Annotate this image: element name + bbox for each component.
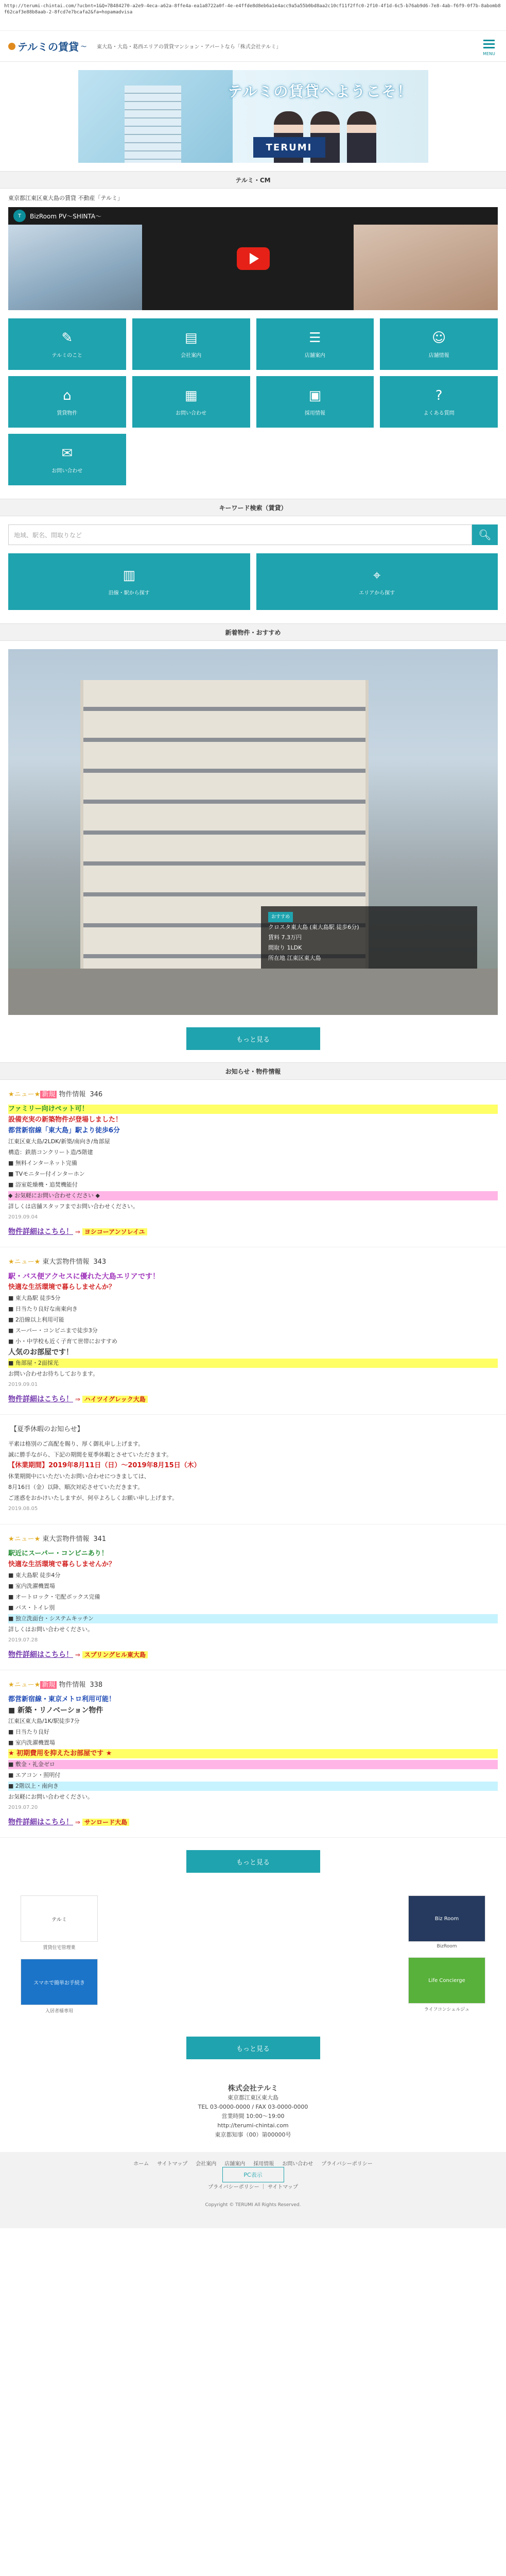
browser-url-bar[interactable]: http://terumi-chintai.com/?ucbnt=1&Q=7B484270-a2e9-4eca-a62a-8ffe4a-ea1a8722a0f-4e-e4ffde8d8eb6a1e4acc9a5a55b0bd8aa2c10cf11f2ffc0-2f10-4f1d-6c5-b76ab9d6-7e8-4ab-f6f9-0f7b-8abomb8f62caf3e88b8aab-2-8fcd7e7bcafa2&fa=hopamadvisa: [0, 0, 506, 31]
menu-tile[interactable]: [8, 434, 126, 485]
post-line: 都営新宿線・東京メトロ利用可能！: [8, 1696, 116, 1703]
post-line: ■ 室内洗濯機置場: [8, 1583, 55, 1589]
post-line: 江東区東大島/2LDK/新築/南向き/角部屋: [8, 1138, 110, 1145]
menu-tile-label: よくある質問: [423, 410, 455, 416]
featured-more-button[interactable]: もっと見る: [186, 1027, 320, 1050]
post-item: [0, 1670, 506, 1838]
banner-image[interactable]: スマホで簡単お手続き: [21, 1959, 98, 2005]
footer-link[interactable]: 店舗案内: [224, 2161, 246, 2167]
banner-image[interactable]: Biz Room: [408, 1895, 485, 1942]
post-detail-link-label[interactable]: 物件詳細はこちら！: [8, 1818, 73, 1826]
company-hours: 営業時間 10:00〜19:00: [221, 2113, 285, 2120]
post-line: ■ TVモニター付インターホン: [8, 1171, 85, 1177]
pencil-icon: ✎: [61, 330, 73, 346]
banners-more-button[interactable]: もっと見る: [186, 2037, 320, 2059]
post-detail-link-label[interactable]: 物件詳細はこちら！: [8, 1395, 73, 1403]
logo-sub: 〜: [81, 43, 86, 50]
post-line: ■ 東大島駅 徒歩4分: [8, 1572, 61, 1579]
post-date: 2019.07.28: [8, 1637, 38, 1643]
featured-ground: [8, 969, 498, 1015]
post-heading: [8, 1535, 498, 1544]
menu-tile-label: 会社案内: [181, 352, 202, 359]
search-bar: [0, 516, 506, 553]
menu-tile[interactable]: [8, 376, 126, 428]
featured-badge: おすすめ: [268, 912, 293, 922]
post-line: ■ 日当たり良好な南東向き: [8, 1306, 78, 1312]
search-icon: 🔍︎: [478, 529, 492, 541]
play-icon[interactable]: [237, 247, 270, 270]
briefcase-icon: ▣: [308, 387, 322, 403]
post-heading-number: 341: [93, 1535, 107, 1543]
menu-tile[interactable]: [256, 318, 374, 370]
menu-tile[interactable]: [132, 318, 250, 370]
post-item: [0, 1247, 506, 1415]
banner-item[interactable]: [408, 1895, 485, 1949]
company-info: [0, 2072, 506, 2152]
map-pin-icon: ⌖: [373, 567, 381, 583]
copyright: Copyright © TERUMI All Rights Reserved.: [0, 2197, 506, 2228]
video-thumbnail-left: [8, 225, 142, 310]
post-line: ファミリー向けペット可！: [8, 1105, 498, 1114]
company-tel: TEL 03-0000-0000 / FAX 03-0000-0000: [198, 2104, 308, 2110]
post-line: 江東区東大島/1K/駅徒歩7分: [8, 1718, 80, 1724]
search-category-button[interactable]: [8, 553, 250, 610]
menu-button[interactable]: [480, 36, 498, 56]
footer-link[interactable]: 会社案内: [196, 2161, 217, 2167]
banner-column-right: [408, 1895, 485, 2014]
post-line: 構造：鉄筋コンクリート造/5階建: [8, 1149, 93, 1156]
post-line: 休業期間中にいただいたお問い合わせにつきましては、: [8, 1473, 150, 1480]
company-license: 東京都知事（00）第00000号: [215, 2131, 291, 2138]
banner-item[interactable]: [21, 1895, 98, 1951]
post-property-name[interactable]: ハイツイグレック大島: [82, 1396, 148, 1403]
footer-link[interactable]: 採用情報: [253, 2161, 274, 2167]
featured-section-heading: 新着物件・おすすめ: [0, 623, 506, 641]
footer-link[interactable]: ホーム: [133, 2161, 149, 2167]
posts-list: [0, 1080, 506, 1838]
company-name: 株式会社テルミ: [228, 2084, 278, 2093]
banner-image[interactable]: テルミ: [21, 1895, 98, 1942]
post-item: [0, 1080, 506, 1247]
post-heading-text: 東大雲物件情報: [42, 1535, 90, 1543]
hero-banner: [78, 70, 428, 163]
post-heading-text: 東大雲物件情報: [42, 1258, 90, 1266]
menu-tile-label: 賃貸物件: [57, 410, 78, 416]
menu-label: MENU: [483, 52, 495, 56]
post-line: ■ スーパー・コンビニまで徒歩3分: [8, 1327, 98, 1334]
company-url[interactable]: http://terumi-chintai.com: [217, 2122, 289, 2129]
post-heading: [8, 1090, 498, 1099]
header-description: 東大島・大島・葛西エリアの賃貸マンション・アパートなら「株式会社テルミ」: [97, 44, 282, 50]
channel-avatar: T: [13, 210, 26, 222]
post-heading-text: 物件情報: [59, 1681, 86, 1689]
train-icon: ▥: [123, 567, 136, 583]
arrow-right-icon: ⇒: [73, 1819, 82, 1826]
featured-info-line: 間取り 1LDK: [268, 944, 302, 951]
company-address: 東京都江東区東大島: [228, 2094, 278, 2101]
arrow-right-icon: ⇒: [73, 1228, 82, 1235]
post-heading: [8, 1258, 498, 1267]
post-line: 詳しくはお問い合わせください。: [8, 1626, 93, 1633]
cm-caption: 東京都江東区東大島の賃貸 不動産「テルミ」: [8, 195, 123, 201]
banner-column-left: [21, 1895, 98, 2014]
post-line: 都営新宿線「東大島」駅より徒歩6分: [8, 1127, 120, 1134]
post-line: ★ 初期費用を抑えたお部屋です ★: [8, 1749, 498, 1758]
person-icon: ☺: [432, 330, 446, 346]
cm-section-heading: テルミ・CM: [0, 171, 506, 189]
post-heading-number: 346: [90, 1091, 103, 1098]
post-line: お問い合わせお待ちしております。: [8, 1370, 99, 1377]
hero-brand-logo: TERUMI: [253, 137, 325, 158]
menu-tile-label: お問い合わせ: [51, 468, 83, 474]
post-property-name[interactable]: スプリングヒル東大島: [82, 1651, 148, 1658]
banner-item[interactable]: [21, 1959, 98, 2014]
cm-video-player[interactable]: [8, 207, 498, 310]
menu-tile[interactable]: [132, 376, 250, 428]
featured-info-line: 賃料 7.3万円: [268, 934, 302, 941]
search-category-label: 沿線・駅から探す: [108, 590, 150, 596]
post-line: ■ 敷金・礼金ゼロ: [8, 1760, 498, 1769]
hero-title: テルミの賃貸へようこそ！: [228, 83, 413, 100]
post-date: 2019.09.01: [8, 1382, 38, 1387]
banner-item[interactable]: [408, 1957, 485, 2012]
post-detail-link-label[interactable]: 物件詳細はこちら！: [8, 1228, 73, 1236]
post-line: ■ 小・中学校も近く子育て世帯におすすめ: [8, 1338, 117, 1345]
menu-tile[interactable]: [8, 318, 126, 370]
post-line: ■ エアコン・照明付: [8, 1772, 61, 1778]
document-icon: ☰: [309, 330, 321, 346]
post-date: 2019.08.05: [8, 1506, 38, 1512]
post-line: ■ 浴室乾燥機・追焚機能付: [8, 1181, 78, 1188]
post-line: 駅近にスーパー・コンビニあり！: [8, 1550, 108, 1557]
search-categories: [0, 553, 506, 618]
post-heading-prefix: ★ニュー★: [8, 1258, 41, 1266]
post-line: 誠に勝手ながら、下記の期間を夏季休暇とさせていただきます。: [8, 1451, 172, 1458]
post-item: [0, 1415, 506, 1524]
mail-icon: ✉: [61, 445, 73, 461]
footer-sub-links[interactable]: プライバシーポリシー ｜ サイトマップ: [208, 2184, 298, 2190]
banner-label: 賃貸住宅管理業: [43, 1945, 76, 1951]
menu-tile-label: お問い合わせ: [176, 410, 207, 416]
footer-link[interactable]: サイトマップ: [157, 2161, 188, 2167]
post-line: 平素は格別のご高配を賜り、厚く御礼申し上げます。: [8, 1440, 144, 1447]
post-detail-link[interactable]: [8, 1227, 498, 1236]
video-title-bar: [8, 207, 498, 225]
banner-label: BizRoom: [437, 1944, 457, 1949]
post-heading: [8, 1681, 498, 1690]
post-heading-prefix: ★ニュー★: [8, 1091, 41, 1098]
post-date: 2019.07.20: [8, 1805, 38, 1810]
menu-tile[interactable]: [256, 376, 374, 428]
post-line: ■ 角部屋・2面採光: [8, 1359, 498, 1368]
post-date: 2019.09.04: [8, 1214, 38, 1220]
search-button[interactable]: [472, 524, 498, 545]
post-detail-link[interactable]: [8, 1395, 498, 1404]
posts-section-heading: お知らせ・物件情報: [0, 1062, 506, 1080]
featured-info-line: クロスタ東大島 (東大島駅 徒歩6分): [268, 924, 359, 930]
menu-tile[interactable]: [380, 318, 498, 370]
post-line: ■ 東大島駅 徒歩5分: [8, 1295, 61, 1301]
video-thumbnail-right: [354, 225, 498, 310]
posts-more-button[interactable]: もっと見る: [186, 1850, 320, 1873]
building-icon: ▤: [184, 330, 198, 346]
hero-building-image: [78, 70, 233, 163]
menu-tile-label: 店舗情報: [428, 352, 449, 359]
post-line: ■ 無料インターネット完備: [8, 1160, 77, 1166]
video-title: BizRoom PV〜SHINTA〜: [30, 212, 102, 220]
banner-image[interactable]: Life Concierge: [408, 1957, 485, 2004]
post-line: 詳しくは店舗スタッフまでお問い合わせください。: [8, 1203, 138, 1210]
footer-nav: [0, 2152, 506, 2197]
post-heading-tag: 新規: [40, 1091, 57, 1098]
featured-info-line: 所在地 江東区東大島: [268, 955, 321, 961]
post-line: 快適な生活環境で暮らしませんか？: [8, 1561, 116, 1568]
featured-property-image[interactable]: [8, 649, 498, 1015]
post-line: ■ 日当たり良好: [8, 1728, 49, 1735]
post-heading: [8, 1425, 498, 1434]
pc-view-button[interactable]: PC表示: [222, 2167, 284, 2182]
banner-label: 入居者様専用: [45, 2009, 73, 2014]
featured-property-info: [261, 906, 477, 969]
search-input[interactable]: 地域、駅名、間取りなど: [8, 524, 472, 545]
post-heading-prefix: ★ニュー★: [8, 1681, 41, 1689]
post-line: ■ 室内洗濯機置場: [8, 1739, 55, 1746]
menu-tile-label: 採用情報: [304, 410, 325, 416]
footer-links: [0, 2159, 506, 2167]
post-line: ■ 2沿線以上利用可能: [8, 1316, 64, 1323]
post-line: ご迷惑をおかけいたしますが、何卒よろしくお願い申し上げます。: [8, 1495, 178, 1501]
menu-tile-grid: [0, 310, 506, 494]
post-line: 設備充実の新築物件が登場しました！: [8, 1116, 123, 1124]
menu-tile-label: 店舗案内: [304, 352, 325, 359]
post-heading-number: 343: [93, 1258, 107, 1266]
post-property-name[interactable]: サンロード大島: [82, 1819, 129, 1826]
post-line: ◆ お気軽にお問い合わせください ◆: [8, 1191, 498, 1200]
logo-mark-icon: [8, 43, 15, 50]
menu-tile-label: テルミのこと: [51, 352, 83, 359]
post-line: 駅・バス便アクセスに優れた大島エリアです！: [8, 1273, 160, 1281]
menu-tile[interactable]: [380, 376, 498, 428]
map-icon: ▦: [184, 387, 198, 403]
search-section-heading: キーワード検索（賃貸）: [0, 499, 506, 516]
house-icon: ⌂: [63, 387, 72, 403]
post-line: お気軽にお問い合わせください。: [8, 1793, 93, 1800]
footer-link[interactable]: プライバシーポリシー: [321, 2161, 373, 2167]
banner-area: [0, 1885, 506, 2024]
post-heading-text: 物件情報: [59, 1091, 86, 1098]
post-detail-link[interactable]: [8, 1818, 498, 1827]
post-line: 【休業期間】2019年8月11日（日）〜2019年8月15日（木）: [8, 1462, 201, 1469]
post-line: 8月16日（金）以降、順次対応させていただきます。: [8, 1484, 144, 1490]
post-detail-link[interactable]: [8, 1650, 498, 1659]
arrow-right-icon: ⇒: [73, 1396, 82, 1403]
site-header: [0, 31, 506, 62]
question-icon: ?: [435, 387, 443, 403]
banner-label: ライフコンシェルジュ: [424, 2007, 470, 2012]
post-heading-tag: 新規: [40, 1681, 57, 1689]
post-line: ■ 独立洗面台・システムキッチン: [8, 1614, 498, 1623]
post-heading-prefix: ★ニュー★: [8, 1535, 41, 1543]
search-category-label: エリアから探す: [359, 590, 395, 596]
search-category-button[interactable]: [256, 553, 498, 610]
post-line: ■ オートロック・宅配ボックス完備: [8, 1594, 100, 1600]
post-heading-text: 【夏季休暇のお知らせ】: [10, 1426, 84, 1433]
site-logo[interactable]: [8, 39, 86, 54]
post-item: [0, 1524, 506, 1670]
post-property-name[interactable]: ヨシコーアンソレイユ: [82, 1228, 147, 1235]
post-line: 人気のお部屋です！: [8, 1348, 73, 1357]
arrow-right-icon: ⇒: [73, 1651, 82, 1658]
hamburger-icon: [480, 36, 498, 52]
post-line: ■ 新築・リノベーション物件: [8, 1706, 103, 1715]
post-detail-link-label[interactable]: 物件詳細はこちら！: [8, 1651, 73, 1659]
post-line: ■ バス・トイレ別: [8, 1604, 55, 1611]
post-heading-number: 338: [90, 1681, 103, 1689]
footer-link[interactable]: お問い合わせ: [282, 2161, 313, 2167]
logo-text: テルミの賃貸: [18, 41, 79, 53]
post-line: ■ 2階以上・南向き: [8, 1782, 498, 1791]
post-line: 快適な生活環境で暮らしませんか？: [8, 1283, 116, 1291]
